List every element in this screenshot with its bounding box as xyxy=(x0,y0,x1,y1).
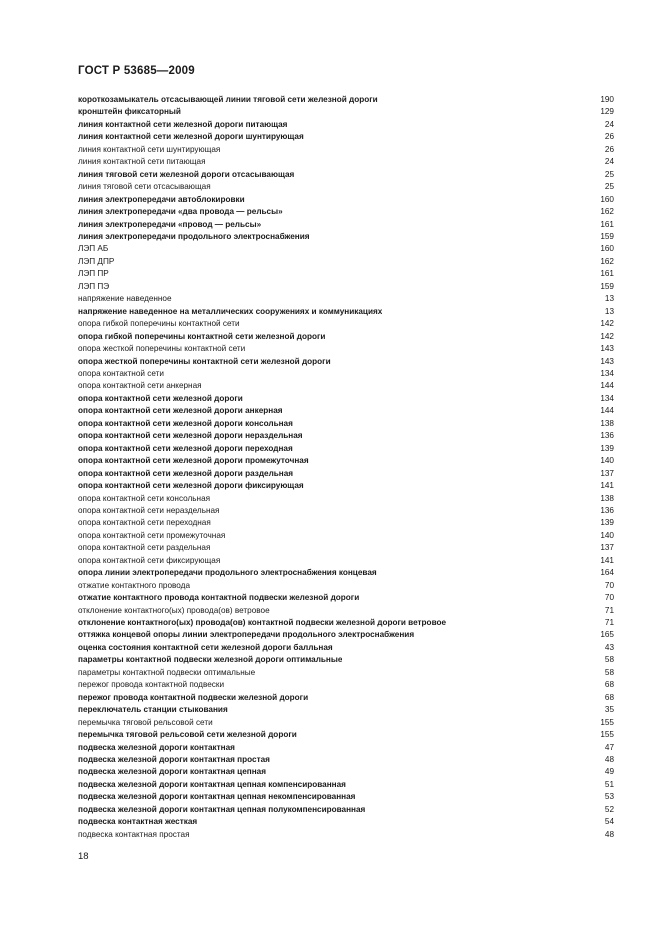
index-entry xyxy=(78,493,614,505)
index-entry xyxy=(78,331,614,343)
index-term: ЛЭП ПР xyxy=(78,269,109,279)
index-entry xyxy=(78,418,614,430)
index-entry xyxy=(78,219,614,231)
index-entry xyxy=(78,169,614,181)
index-term: опора контактной сети консольная xyxy=(78,493,211,503)
index-term: отклонение контактного(ых) провода(ов) ветровое xyxy=(78,605,270,615)
index-term: пережог провода контактной подвески xyxy=(78,680,225,690)
index-entry xyxy=(78,692,614,704)
index-entry xyxy=(78,368,614,380)
index-term: опора контактной сети железной дороги анкерная xyxy=(78,406,283,416)
index-page-ref: 161 xyxy=(600,269,614,279)
index-entry xyxy=(78,517,614,529)
index-page-ref: 134 xyxy=(600,393,614,403)
index-term: опора контактной сети промежуточная xyxy=(78,530,226,540)
index-page-ref: 162 xyxy=(600,207,614,217)
index-page-ref: 70 xyxy=(604,593,614,603)
index-entry xyxy=(78,592,614,604)
index-term: оценка состояния контактной сети железной дороги балльная xyxy=(78,642,333,652)
index-page-ref: 71 xyxy=(604,605,614,615)
index-entry xyxy=(78,281,614,293)
index-entry xyxy=(78,430,614,442)
index-entry xyxy=(78,343,614,355)
index-term: перемычка тяговой рельсовой сети xyxy=(78,717,213,727)
index-term: опора контактной сети железной дороги консольная xyxy=(78,418,293,428)
index-page-ref: 35 xyxy=(604,705,614,715)
index-page-ref: 137 xyxy=(600,468,614,478)
index-term: подвеска железной дороги контактная цепная некомпенсированная xyxy=(78,792,356,802)
index-page-ref: 71 xyxy=(604,618,614,628)
index-entry xyxy=(78,268,614,280)
index-page-ref: 142 xyxy=(600,319,614,329)
index-entry xyxy=(78,816,614,828)
index-entry xyxy=(78,256,614,268)
index-page-ref: 54 xyxy=(604,817,614,827)
index-term: пережог провода контактной подвески железной дороги xyxy=(78,692,309,702)
index-term: напряжение наведенное xyxy=(78,294,172,304)
index-entry xyxy=(78,505,614,517)
index-entry xyxy=(78,318,614,330)
index-entry xyxy=(78,791,614,803)
index-page-ref: 140 xyxy=(600,456,614,466)
index-entry xyxy=(78,567,614,579)
index-entry xyxy=(78,654,614,666)
index-page-ref: 136 xyxy=(600,505,614,515)
index-page-ref: 129 xyxy=(600,107,614,117)
index-term: опора контактной сети раздельная xyxy=(78,543,211,553)
index-entry xyxy=(78,181,614,193)
index-term: опора контактной сети железной дороги промежуточная xyxy=(78,456,309,466)
index-term: опора контактной сети железной дороги фиксирующая xyxy=(78,481,304,491)
term-index-list xyxy=(78,94,614,841)
index-page-ref: 48 xyxy=(604,755,614,765)
index-page-ref: 142 xyxy=(600,331,614,341)
index-term: линия электропередачи «провод — рельсы» xyxy=(78,219,262,229)
index-term: перемычка тяговой рельсовой сети железной дороги xyxy=(78,730,297,740)
index-term: линия контактной сети шунтирующая xyxy=(78,144,221,154)
index-entry xyxy=(78,617,614,629)
index-page-ref: 47 xyxy=(604,742,614,752)
index-entry xyxy=(78,742,614,754)
index-entry xyxy=(78,94,614,106)
index-term: отжатие контактного провода xyxy=(78,580,190,590)
index-page-ref: 51 xyxy=(604,779,614,789)
index-entry xyxy=(78,804,614,816)
index-page-ref: 137 xyxy=(600,543,614,553)
index-term: ЛЭП АБ xyxy=(78,244,109,254)
index-term: линия контактной сети железной дороги шунтирующая xyxy=(78,132,304,142)
index-term: опора линии электропередачи продольного электроснабжения концевая xyxy=(78,568,377,578)
index-page-ref: 144 xyxy=(600,406,614,416)
index-page-ref: 155 xyxy=(600,717,614,727)
index-page-ref: 49 xyxy=(604,767,614,777)
index-page-ref: 143 xyxy=(600,344,614,354)
index-entry xyxy=(78,131,614,143)
index-term: подвеска железной дороги контактная простая xyxy=(78,755,270,765)
index-term: опора гибкой поперечины контактной сети железной дороги xyxy=(78,331,326,341)
index-term: параметры контактной подвески железной дороги оптимальные xyxy=(78,655,343,665)
index-page-ref: 53 xyxy=(604,792,614,802)
index-term: опора жесткой поперечины контактной сети xyxy=(78,344,246,354)
index-page-ref: 43 xyxy=(604,642,614,652)
index-term: линия тяговой сети отсасывающая xyxy=(78,182,211,192)
index-term: опора контактной сети анкерная xyxy=(78,381,202,391)
index-page-ref: 190 xyxy=(600,95,614,104)
index-entry xyxy=(78,144,614,156)
index-page-ref: 144 xyxy=(600,381,614,391)
index-entry xyxy=(78,555,614,567)
index-page-ref: 136 xyxy=(600,431,614,441)
index-page-ref: 25 xyxy=(604,182,614,192)
index-term: линия контактной сети железной дороги питающая xyxy=(78,119,288,129)
index-entry xyxy=(78,156,614,168)
index-page-ref: 70 xyxy=(604,580,614,590)
index-term: опора контактной сети железной дороги xyxy=(78,393,243,403)
index-term: напряжение наведенное на металлических сооружениях и коммуникациях xyxy=(78,306,383,316)
index-page-ref: 160 xyxy=(600,244,614,254)
index-term: оттяжка концевой опоры линии электропередачи продольного электроснабжения xyxy=(78,630,415,640)
index-term: линия электропередачи автоблокировки xyxy=(78,194,245,204)
index-page-ref: 134 xyxy=(600,368,614,378)
index-entry xyxy=(78,754,614,766)
index-entry xyxy=(78,356,614,368)
index-page-ref: 143 xyxy=(600,356,614,366)
index-entry xyxy=(78,206,614,218)
index-entry xyxy=(78,704,614,716)
index-term: ЛЭП ДПР xyxy=(78,256,115,266)
index-page-ref: 68 xyxy=(604,692,614,702)
index-page-ref: 52 xyxy=(604,804,614,814)
index-term: подвеска железной дороги контактная цепная xyxy=(78,767,266,777)
index-page-ref: 138 xyxy=(600,493,614,503)
index-entry xyxy=(78,679,614,691)
index-term: параметры контактной подвески оптимальные xyxy=(78,667,256,677)
index-term: подвеска контактная простая xyxy=(78,829,190,839)
index-entry xyxy=(78,642,614,654)
index-term: короткозамыкатель отсасывающей линии тяговой сети железной дороги xyxy=(78,95,378,104)
index-entry xyxy=(78,667,614,679)
index-page-ref: 141 xyxy=(600,481,614,491)
index-entry xyxy=(78,106,614,118)
index-page-ref: 164 xyxy=(600,568,614,578)
index-entry xyxy=(78,119,614,131)
index-term: подвеска железной дороги контактная xyxy=(78,742,235,752)
index-term: переключатель станции стыкования xyxy=(78,705,228,715)
index-page-ref: 58 xyxy=(604,667,614,677)
index-page-ref: 155 xyxy=(600,730,614,740)
index-entry xyxy=(78,405,614,417)
index-page-ref: 159 xyxy=(600,231,614,241)
page-number: 18 xyxy=(78,851,89,862)
index-page-ref: 165 xyxy=(600,630,614,640)
index-entry xyxy=(78,766,614,778)
index-entry xyxy=(78,729,614,741)
index-term: опора контактной сети фиксирующая xyxy=(78,555,221,565)
index-page-ref: 24 xyxy=(604,157,614,167)
index-page-ref: 141 xyxy=(600,555,614,565)
index-entry xyxy=(78,393,614,405)
index-term: опора контактной сети железной дороги раздельная xyxy=(78,468,294,478)
index-page-ref: 13 xyxy=(604,294,614,304)
index-page-ref: 138 xyxy=(600,418,614,428)
index-page-ref: 162 xyxy=(600,256,614,266)
index-entry xyxy=(78,629,614,641)
index-term: подвеска железной дороги контактная цепная полукомпенсированная xyxy=(78,804,366,814)
index-entry xyxy=(78,542,614,554)
index-entry xyxy=(78,580,614,592)
index-term: кронштейн фиксаторный xyxy=(78,107,181,117)
index-entry xyxy=(78,480,614,492)
index-entry xyxy=(78,468,614,480)
index-entry xyxy=(78,530,614,542)
index-entry xyxy=(78,380,614,392)
index-term: опора гибкой поперечины контактной сети xyxy=(78,319,240,329)
index-term: опора контактной сети нераздельная xyxy=(78,505,220,515)
index-term: подвеска железной дороги контактная цепная компенсированная xyxy=(78,779,346,789)
index-page-ref: 58 xyxy=(604,655,614,665)
index-page-ref: 140 xyxy=(600,530,614,540)
index-term: опора контактной сети xyxy=(78,368,164,378)
index-page-ref: 160 xyxy=(600,194,614,204)
index-entry xyxy=(78,717,614,729)
document-code: ГОСТ Р 53685—2009 xyxy=(78,65,195,77)
index-term: отжатие контактного провода контактной подвески железной дороги xyxy=(78,593,360,603)
index-entry xyxy=(78,306,614,318)
index-page-ref: 139 xyxy=(600,518,614,528)
index-term: подвеска контактная жесткая xyxy=(78,817,198,827)
index-page-ref: 24 xyxy=(604,119,614,129)
index-entry xyxy=(78,605,614,617)
index-entry xyxy=(78,194,614,206)
index-term: опора жесткой поперечины контактной сети железной дороги xyxy=(78,356,331,366)
index-entry xyxy=(78,443,614,455)
index-page-ref: 26 xyxy=(604,144,614,154)
index-page-ref: 48 xyxy=(604,829,614,839)
index-page-ref: 161 xyxy=(600,219,614,229)
index-entry xyxy=(78,243,614,255)
index-page-ref: 159 xyxy=(600,281,614,291)
index-term: линия тяговой сети железной дороги отсасывающая xyxy=(78,169,295,179)
index-page-ref: 26 xyxy=(604,132,614,142)
index-term: опора контактной сети переходная xyxy=(78,518,211,528)
index-entry xyxy=(78,779,614,791)
index-entry xyxy=(78,829,614,841)
index-page-ref: 25 xyxy=(604,169,614,179)
index-entry xyxy=(78,231,614,243)
index-term: линия электропередачи «два провода — рельсы» xyxy=(78,207,283,217)
index-term: опора контактной сети железной дороги нераздельная xyxy=(78,431,303,441)
index-page-ref: 139 xyxy=(600,443,614,453)
index-term: опора контактной сети железной дороги переходная xyxy=(78,443,293,453)
index-term: ЛЭП ПЭ xyxy=(78,281,110,291)
index-entry xyxy=(78,293,614,305)
index-term: линия электропередачи продольного электроснабжения xyxy=(78,231,310,241)
index-page-ref: 68 xyxy=(604,680,614,690)
index-term: линия контактной сети питающая xyxy=(78,157,206,167)
index-page-ref: 13 xyxy=(604,306,614,316)
index-term: отклонение контактного(ых) провода(ов) контактной подвески железной дороги ветровое xyxy=(78,618,447,628)
index-entry xyxy=(78,455,614,467)
